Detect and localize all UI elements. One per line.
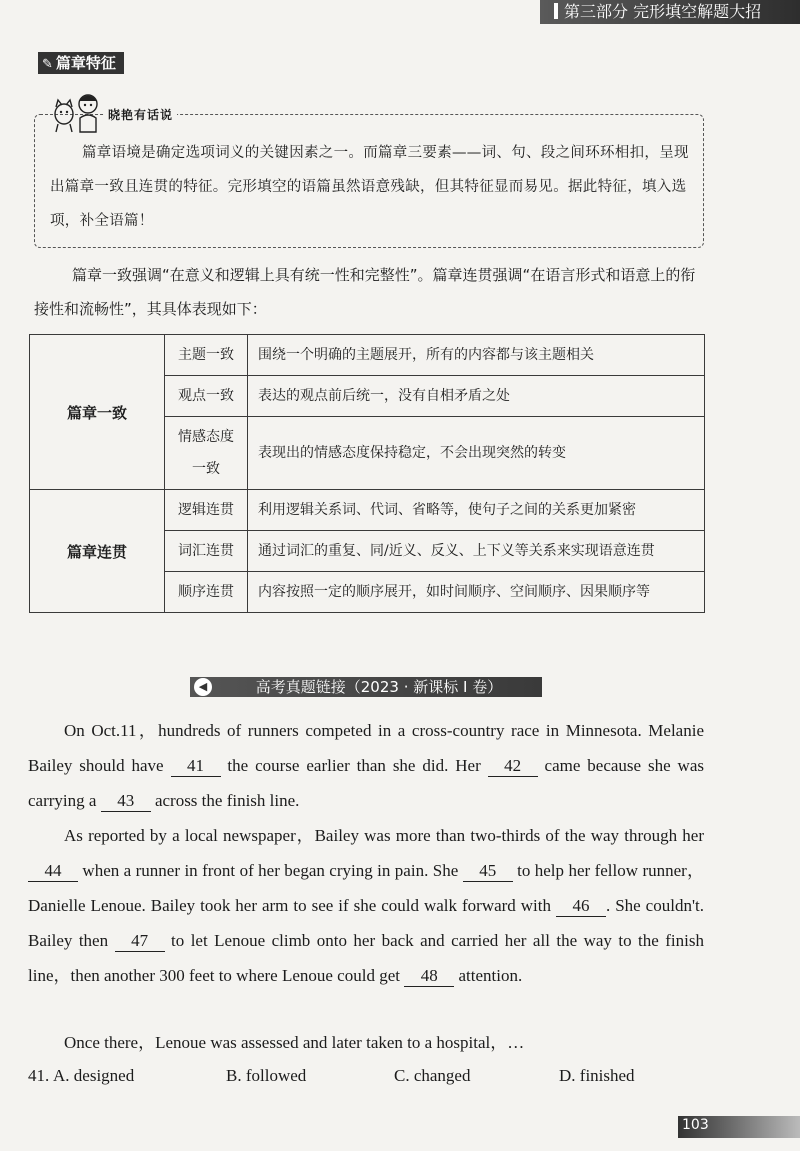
passage-paragraph-3 xyxy=(28,1025,704,1060)
option-c[interactable]: C. changed xyxy=(394,1066,471,1085)
section-title xyxy=(38,52,124,74)
passage-text: when a runner in front of her began crying in pain. She xyxy=(78,861,463,880)
table-row xyxy=(30,335,705,376)
table-row xyxy=(30,490,705,531)
subcategory-cell: 顺序连贯 xyxy=(165,572,248,613)
subcategory-cell: 观点一致 xyxy=(165,376,248,417)
blank-45[interactable]: 45 xyxy=(463,861,513,882)
subcategory-cell: 主题一致 xyxy=(165,335,248,376)
subcategory-cell: 词汇连贯 xyxy=(165,531,248,572)
blank-42[interactable]: 42 xyxy=(488,756,538,777)
arrow-circle-icon: ◀ xyxy=(194,678,212,696)
passage-text: As reported by a local newspaper，Bailey was more than two-thirds of the way through her xyxy=(64,826,704,845)
blank-43[interactable]: 43 xyxy=(101,791,151,812)
description-cell: 利用逻辑关系词、代词、省略等，使句子之间的关系更加紧密 xyxy=(248,490,705,531)
blank-48[interactable]: 48 xyxy=(404,966,454,987)
note-tag: 晓艳有话说 xyxy=(104,106,177,123)
chapter-header-text: 第三部分 完形填空解题大招 xyxy=(564,2,762,21)
option-b[interactable]: B. followed xyxy=(226,1066,307,1085)
question-number: 41. xyxy=(28,1066,50,1085)
passage-text: to let Lenoue climb onto her back and carried her all the way to the finish line，then another 300 feet to where Lenoue could get xyxy=(28,931,704,985)
section-title-text: 篇章特征 xyxy=(55,54,116,72)
blank-47[interactable]: 47 xyxy=(115,931,165,952)
passage-text: On Oct.11，hundreds of runners competed in a cross-country race in Minnesota. Melanie Bailey should have xyxy=(28,721,704,775)
option-d[interactable]: D. finished xyxy=(559,1066,635,1085)
header-bar-mark xyxy=(554,3,558,19)
passage-text: . She couldn't. Bailey then xyxy=(28,896,704,950)
description-cell: 表现出的情感态度保持稳定，不会出现突然的转变 xyxy=(248,417,705,490)
intro-paragraph: 篇章一致强调“在意义和逻辑上具有统一性和完整性”。篇章连贯强调“在语言形式和语意上的衔接性和流畅性”，其具体表现如下： xyxy=(34,266,696,318)
passage-text: to help her fellow runner，Danielle Lenoue. Bailey took her arm to see if she could walk forward with xyxy=(28,861,704,915)
blank-41[interactable]: 41 xyxy=(171,756,221,777)
page-number-tab xyxy=(678,1116,800,1138)
features-table xyxy=(29,334,705,613)
chapter-header-tab xyxy=(540,0,800,24)
category-cell: 篇章连贯 xyxy=(30,490,165,613)
passage-text: the course earlier than she did. Her xyxy=(220,756,488,775)
passage-paragraph-2 xyxy=(28,818,704,993)
blank-44[interactable]: 44 xyxy=(28,861,78,882)
description-cell: 通过词汇的重复、同/近义、反义、上下义等关系来实现语意连贯 xyxy=(248,531,705,572)
passage-text: Once there，Lenoue was assessed and later taken to a hospital，… xyxy=(64,1033,525,1052)
page-number: 103 xyxy=(682,1117,709,1133)
mascot-illustration xyxy=(46,88,104,134)
passage-text: across the finish line. xyxy=(150,791,300,810)
description-cell: 内容按照一定的顺序展开，如时间顺序、空间顺序、因果顺序等 xyxy=(248,572,705,613)
passage-text: attention. xyxy=(454,966,523,985)
description-cell: 围绕一个明确的主题展开，所有的内容都与该主题相关 xyxy=(248,335,705,376)
pencil-icon: ✎ xyxy=(42,57,53,72)
blank-46[interactable]: 46 xyxy=(556,896,606,917)
subcategory-cell: 情感态度一致 xyxy=(165,417,248,490)
subcategory-cell: 逻辑连贯 xyxy=(165,490,248,531)
option-a[interactable]: A. designed xyxy=(53,1066,135,1085)
category-cell: 篇章一致 xyxy=(30,335,165,490)
exam-link-banner xyxy=(190,677,542,697)
note-text: 篇章语境是确定选项词义的关键因素之一。而篇章三要素——词、句、段之间环环相扣，呈现出篇章一致且连贯的特征。完形填空的语篇虽然语意残缺，但其特征显而易见。据此特征，填入选项，补全语篇！ xyxy=(50,145,689,229)
description-cell: 表达的观点前后统一，没有自相矛盾之处 xyxy=(248,376,705,417)
banner-text: 高考真题链接（2023 · 新课标 Ⅰ 卷） xyxy=(255,678,503,696)
passage-text: came because she was carrying a xyxy=(28,756,704,810)
passage-paragraph-1 xyxy=(28,713,704,818)
